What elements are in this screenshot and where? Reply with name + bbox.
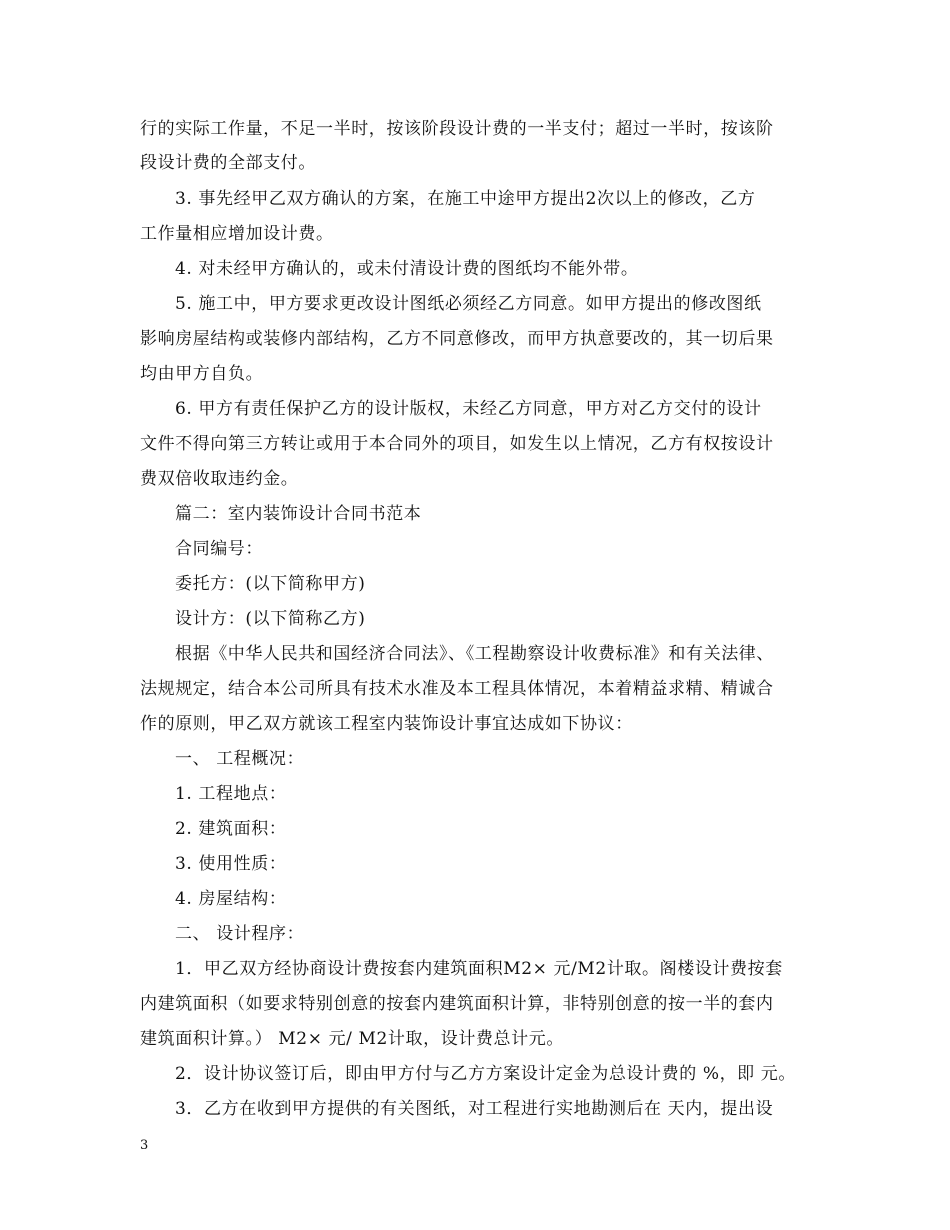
text-line: 根据《中华人民共和国经济合同法》、《工程勘察设计收费标准》和有关法律、: [175, 644, 774, 664]
text-line: 费双倍收取违约金。: [140, 469, 299, 489]
text-line: 工作量相应增加设计费。: [140, 224, 334, 244]
text-line: 2．设计协议签订后，即由甲方付与乙方方案设计定金为总设计费的 %，即 元。: [175, 1064, 796, 1084]
text-line: 内建筑面积（如要求特别创意的按套内建筑面积计算，非特别创意的按一半的套内: [140, 994, 774, 1014]
text-line: 3. 使用性质：: [175, 854, 287, 874]
text-line: 合同编号：: [175, 539, 263, 559]
text-line: 5. 施工中，甲方要求更改设计图纸必须经乙方同意。如甲方提出的修改图纸: [175, 294, 762, 314]
text-line: 建筑面积计算。） M2× 元/ M2计取，设计费总计元。: [140, 1029, 564, 1049]
text-line: 4. 房屋结构：: [175, 889, 287, 909]
text-line: 3. 事先经甲乙双方确认的方案，在施工中途甲方提出2次以上的修改，乙方: [175, 189, 756, 209]
text-line: 影响房屋结构或装修内部结构，乙方不同意修改，而甲方执意要改的，其一切后果: [140, 329, 774, 349]
text-line: 行的实际工作量，不足一半时，按该阶段设计费的一半支付；超过一半时，按该阶: [140, 119, 774, 139]
page-number: 3: [140, 1138, 149, 1153]
text-line: 3．乙方在收到甲方提供的有关图纸，对工程进行实地勘测后在 天内，提出设: [175, 1099, 774, 1119]
text-line: 6. 甲方有责任保护乙方的设计版权，未经乙方同意，甲方对乙方交付的设计: [175, 399, 762, 419]
text-line: 法规规定，结合本公司所具有技术水准及本工程具体情况，本着精益求精、精诚合: [140, 679, 774, 699]
text-line: 2. 建筑面积：: [175, 819, 287, 839]
text-line: 1．甲乙双方经协商设计费按套内建筑面积M2× 元/M2计取。阁楼设计费按套: [175, 959, 783, 979]
text-line: 委托方：(以下简称甲方): [175, 574, 366, 594]
text-line: 段设计费的全部支付。: [140, 153, 316, 173]
text-line: 4. 对未经甲方确认的，或未付清设计费的图纸均不能外带。: [175, 259, 639, 279]
text-line: 设计方：(以下简称乙方): [175, 609, 366, 629]
text-line: 二、 设计程序：: [175, 924, 305, 944]
text-line: 作的原则，甲乙双方就该工程室内装饰设计事宜达成如下协议：: [140, 714, 633, 734]
text-line: 文件不得向第三方转让或用于本合同外的项目，如发生以上情况，乙方有权按设计: [140, 434, 774, 454]
text-line: 均由甲方自负。: [140, 364, 264, 384]
text-line: 一、 工程概况：: [175, 749, 305, 769]
text-line: 1. 工程地点：: [175, 784, 287, 804]
section-heading: 篇二：室内装饰设计合同书范本: [175, 504, 422, 524]
